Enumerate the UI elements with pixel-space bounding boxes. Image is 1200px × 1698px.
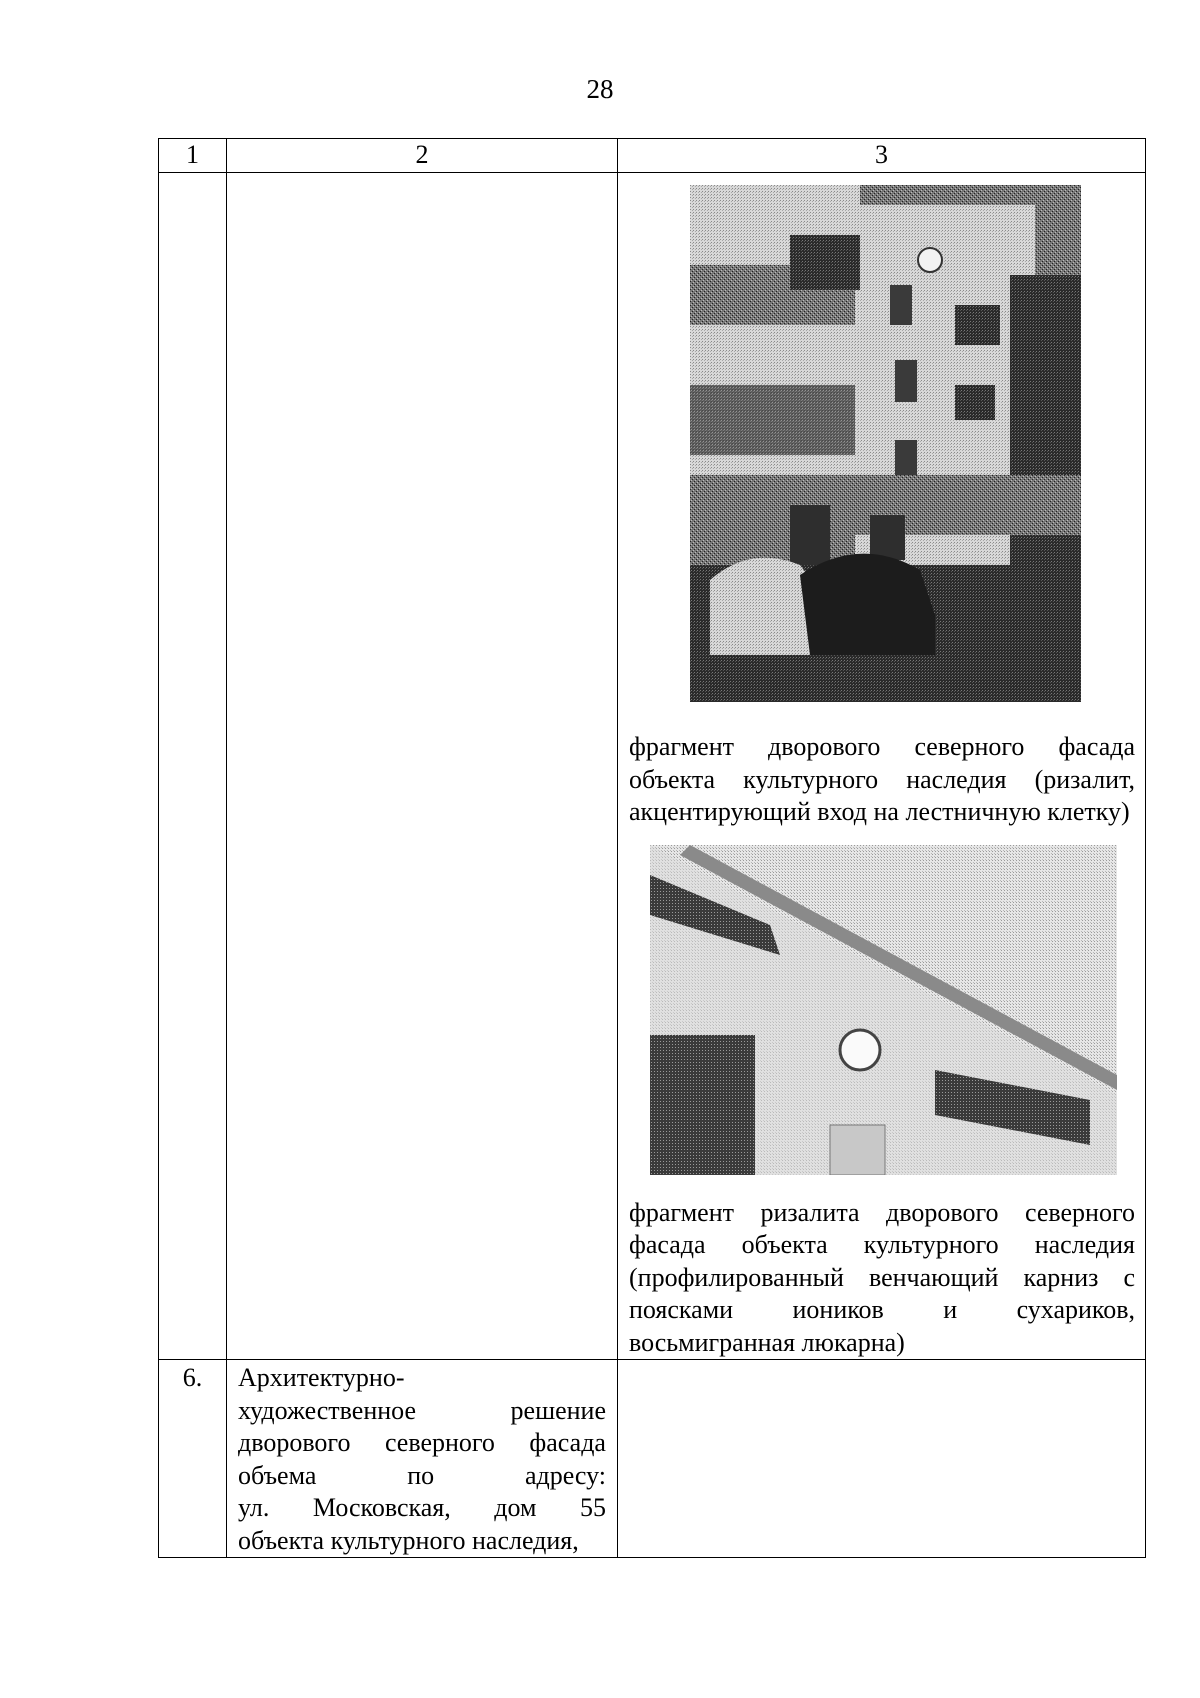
desc-line-5 bbox=[238, 1492, 606, 1525]
photo-caption-2: фрагмент ризалита дворового северного фасада объекта культурного наследия (профилированный венчающий карниз с поясками иоников и сухариков, восьмигранная люкарна) bbox=[629, 1197, 1135, 1357]
empty-description-cell bbox=[227, 173, 618, 1360]
desc-word: адресу: bbox=[524, 1460, 606, 1490]
desc-line-4 bbox=[238, 1460, 606, 1493]
desc-word: Московская, bbox=[312, 1493, 451, 1522]
row-number: 6. bbox=[182, 1363, 203, 1392]
desc-word: 55 bbox=[580, 1493, 606, 1522]
empty-photo-cell bbox=[618, 1360, 1146, 1558]
desc-word: фасада bbox=[529, 1428, 606, 1457]
desc-word: северного bbox=[384, 1428, 495, 1457]
cornice-lucarne-photo bbox=[650, 845, 1117, 1175]
desc-line-2 bbox=[238, 1395, 606, 1428]
header-col-2: 2 bbox=[227, 139, 618, 173]
desc-word: по bbox=[407, 1460, 435, 1490]
desc-word: объекта культурного наследия, bbox=[238, 1525, 579, 1555]
photos-cell bbox=[618, 173, 1146, 1360]
header-col-3: 3 bbox=[618, 139, 1146, 173]
facade-risalit-photo bbox=[690, 185, 1081, 702]
desc-word: дом bbox=[494, 1493, 537, 1522]
table-header-row bbox=[159, 139, 1146, 173]
empty-number-cell bbox=[159, 173, 227, 1360]
desc-word: художественное bbox=[238, 1395, 417, 1425]
page-number: 28 bbox=[586, 74, 614, 104]
desc-line-3 bbox=[238, 1427, 606, 1460]
desc-word: объема bbox=[238, 1460, 317, 1490]
header-col-1: 1 bbox=[159, 139, 227, 173]
desc-line-1 bbox=[238, 1362, 606, 1395]
desc-word: решение bbox=[510, 1395, 606, 1425]
row-description-cell bbox=[227, 1360, 618, 1558]
row-number-cell bbox=[159, 1360, 227, 1558]
desc-word: ул. bbox=[238, 1493, 270, 1522]
table-row-photos bbox=[159, 173, 1146, 1360]
desc-word: Архитектурно- bbox=[238, 1363, 405, 1392]
heritage-table bbox=[158, 138, 1146, 1558]
desc-word: дворового bbox=[238, 1428, 351, 1457]
table-row-6 bbox=[159, 1360, 1146, 1558]
photo-caption-1: фрагмент дворового северного фасада объекта культурного наследия (ризалит, акцентирующий вход на лестничную клетку) bbox=[629, 732, 1135, 826]
desc-line-6 bbox=[238, 1525, 606, 1558]
